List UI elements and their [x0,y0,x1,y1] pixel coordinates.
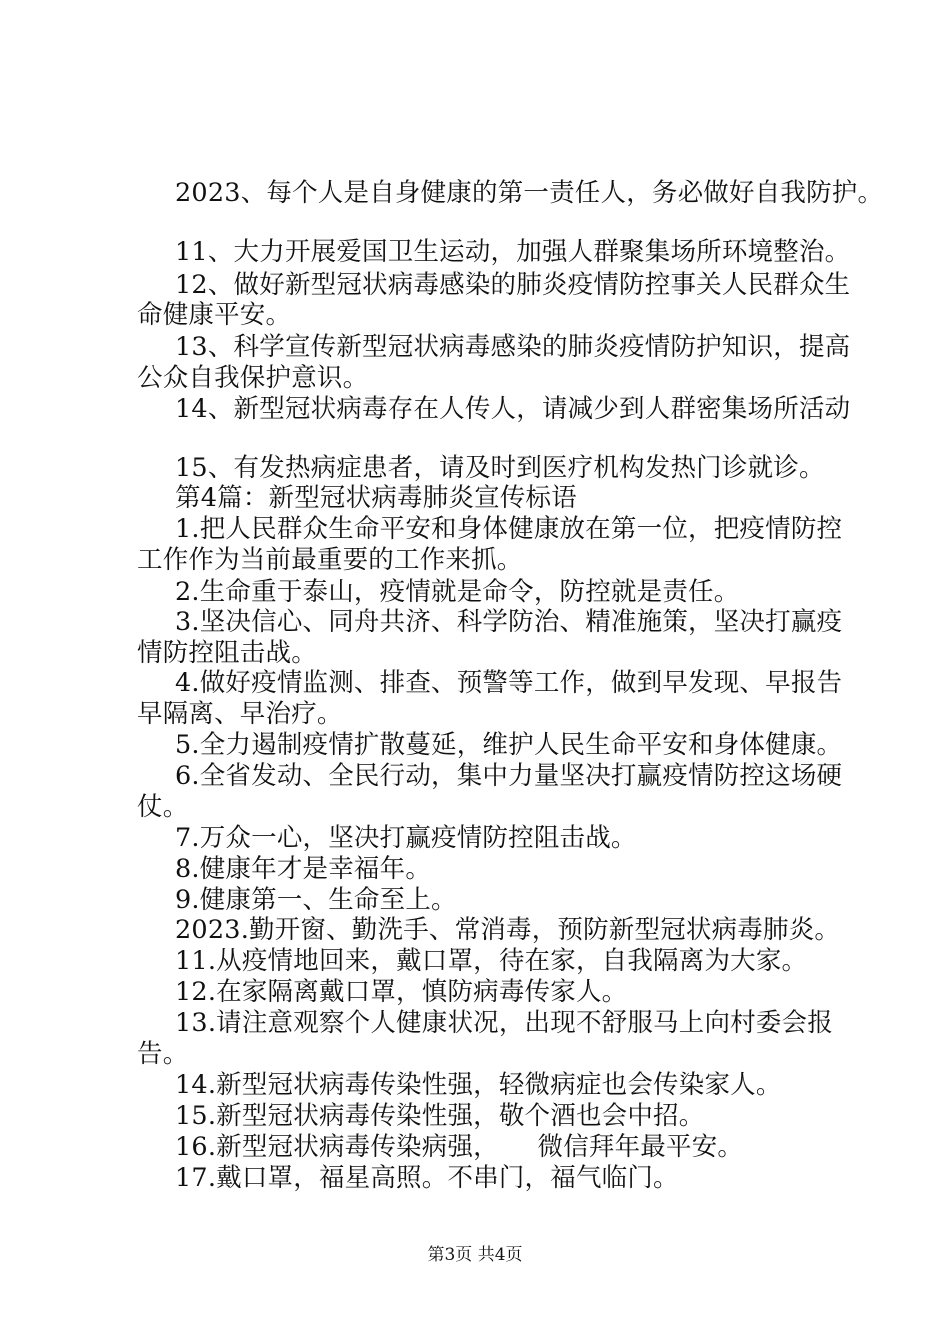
text-line: 13.请注意观察个人健康状况，出现不舒服马上向村委会报 [175,1008,833,1038]
text-line: 15.新型冠状病毒传染性强，敬个酒也会中招。 [175,1101,705,1131]
text-line: 公众自我保护意识。 [137,363,369,393]
text-line: 告。 [137,1039,189,1069]
text-line: 13、科学宣传新型冠状病毒感染的肺炎疫情防护知识，提高 [175,332,851,362]
text-line: 2023、每个人是自身健康的第一责任人，务必做好自我防护。 [175,178,884,208]
text-line: 2023.勤开窗、勤洗手、常消毒，预防新型冠状病毒肺炎。 [175,915,841,945]
text-line: 11.从疫情地回来，戴口罩，待在家，自我隔离为大家。 [175,946,808,976]
text-line: 15、有发热病症患者，请及时到医疗机构发热门诊就诊。 [175,453,825,483]
text-line: 7.万众一心，坚决打赢疫情防控阻击战。 [175,823,637,853]
text-line: 12.在家隔离戴口罩，慎防病毒传家人。 [175,977,628,1007]
text-line: 9.健康第一、生命至上。 [175,885,457,915]
text-line: 5.全力遏制疫情扩散蔓延，维护人民生命平安和身体健康。 [175,730,843,760]
text-line: 4.做好疫情监测、排查、预警等工作，做到早发现、早报告 [175,668,843,698]
text-line: 仗。 [137,792,189,822]
text-line: 17.戴口罩，福星高照。不串门，福气临门。 [175,1163,679,1193]
section-heading: 第4篇：新型冠状病毒肺炎宣传标语 [175,483,577,513]
text-line: 6.全省发动、全民行动，集中力量坚决打赢疫情防控这场硬 [175,761,843,791]
text-line: 工作作为当前最重要的工作来抓。 [137,545,523,575]
page-footer: 第3页 共4页 [427,1245,523,1265]
text-line: 8.健康年才是幸福年。 [175,854,432,884]
text-line: 14.新型冠状病毒传染性强，轻微病症也会传染家人。 [175,1070,782,1100]
text-line: 11、大力开展爱国卫生运动，加强人群聚集场所环境整治。 [175,237,851,267]
text-line: 情防控阻击战。 [137,638,317,668]
text-line: 命健康平安。 [137,300,292,330]
text-line: 早隔离、早治疗。 [137,699,343,729]
text-line: 3.坚决信心、同舟共济、科学防治、精准施策，坚决打赢疫 [175,607,843,637]
text-line: 14、新型冠状病毒存在人传人，请减少到人群密集场所活动 [175,394,851,424]
text-line: 12、做好新型冠状病毒感染的肺炎疫情防控事关人民群众生 [175,270,851,300]
text-line: 2.生命重于泰山，疫情就是命令，防控就是责任。 [175,577,740,607]
text-line: 1.把人民群众生命平安和身体健康放在第一位，把疫情防控 [175,514,843,544]
text-line: 16.新型冠状病毒传染病强， 微信拜年最平安。 [175,1132,744,1162]
